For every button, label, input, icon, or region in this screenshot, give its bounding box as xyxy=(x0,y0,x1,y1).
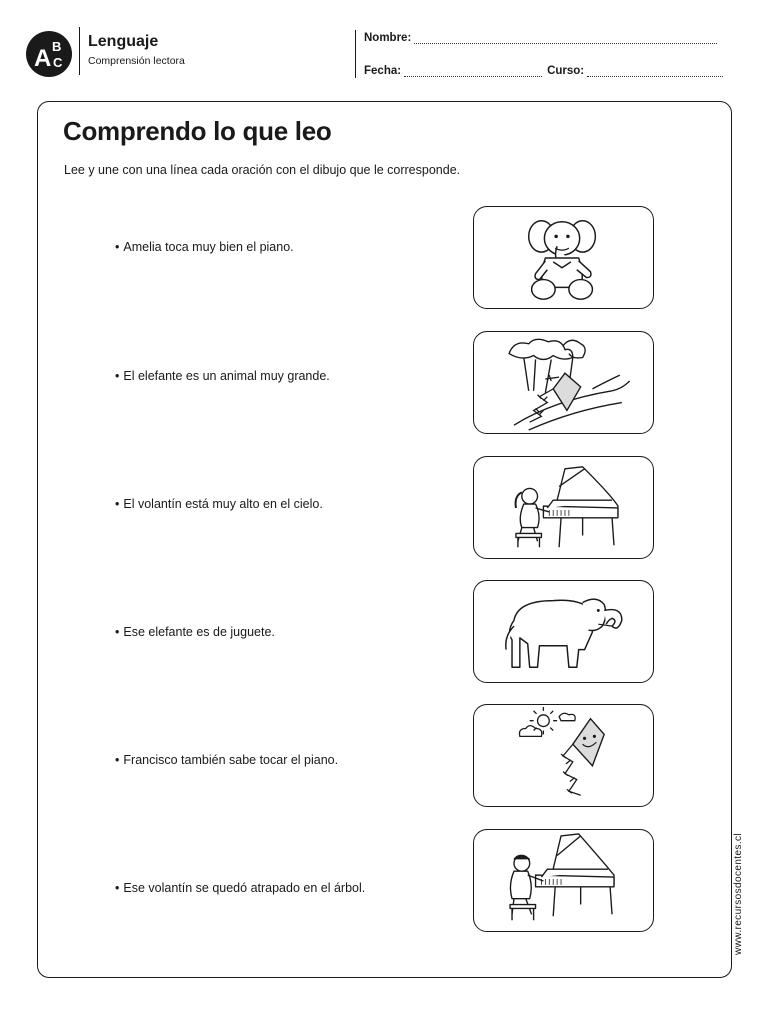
picture-girl-at-piano[interactable] xyxy=(473,456,654,559)
sentence-5-text: Francisco también sabe tocar el piano. xyxy=(123,753,339,767)
kite-in-sky-icon xyxy=(474,705,653,806)
course-label: Curso: xyxy=(547,65,585,77)
course-line[interactable] xyxy=(587,67,723,77)
picture-boy-at-piano[interactable] xyxy=(473,829,654,932)
sentence-2-text: El elefante es un animal muy grande. xyxy=(123,369,330,383)
date-course-row xyxy=(364,63,725,77)
sentence-4-text: Ese elefante es de juguete. xyxy=(123,625,275,639)
abc-logo xyxy=(25,30,73,78)
sentence-1[interactable]: • Amelia toca muy bien el piano. xyxy=(115,240,294,254)
sentence-3-text: El volantín está muy alto en el cielo. xyxy=(123,497,323,511)
picture-kite-in-tree[interactable] xyxy=(473,331,654,434)
date-line[interactable] xyxy=(404,67,542,77)
page-title: Comprendo lo que leo xyxy=(63,116,332,146)
date-label: Fecha: xyxy=(364,65,402,77)
instructions: Lee y une con una línea cada oración con el dibujo que le corresponde. xyxy=(64,163,461,177)
logo-letter-c: C xyxy=(53,55,63,70)
girl-at-piano-icon xyxy=(474,457,653,558)
elephant-icon xyxy=(474,581,653,682)
subject-subtitle: Comprensión lectora xyxy=(88,55,185,67)
source-url: www.recursosdocentes.cl xyxy=(733,832,744,955)
name-row xyxy=(364,30,725,44)
subject-block xyxy=(79,27,185,75)
subject-title: Lenguaje xyxy=(88,33,159,50)
toy-elephant-icon xyxy=(474,207,653,308)
sentence-3[interactable]: • El volantín está muy alto en el cielo. xyxy=(115,497,323,511)
picture-elephant[interactable] xyxy=(473,580,654,683)
picture-kite-in-sky[interactable] xyxy=(473,704,654,807)
name-label: Nombre: xyxy=(364,32,412,44)
sentence-2[interactable]: • El elefante es un animal muy grande. xyxy=(115,369,330,383)
boy-at-piano-icon xyxy=(474,830,653,931)
kite-in-tree-icon xyxy=(474,332,653,433)
sentence-5[interactable]: • Francisco también sabe tocar el piano. xyxy=(115,753,339,767)
sentence-1-text: Amelia toca muy bien el piano. xyxy=(123,240,294,254)
sentence-6-text: Ese volantín se quedó atrapado en el árbol. xyxy=(123,881,366,895)
logo-letter-a: A xyxy=(34,45,52,72)
sentence-6[interactable]: • Ese volantín se quedó atrapado en el árbol. xyxy=(115,881,366,895)
sentence-4[interactable]: • Ese elefante es de juguete. xyxy=(115,625,275,639)
logo-letter-b: B xyxy=(52,39,62,54)
picture-toy-elephant[interactable] xyxy=(473,206,654,309)
student-fields xyxy=(355,30,725,78)
name-line[interactable] xyxy=(414,34,717,44)
